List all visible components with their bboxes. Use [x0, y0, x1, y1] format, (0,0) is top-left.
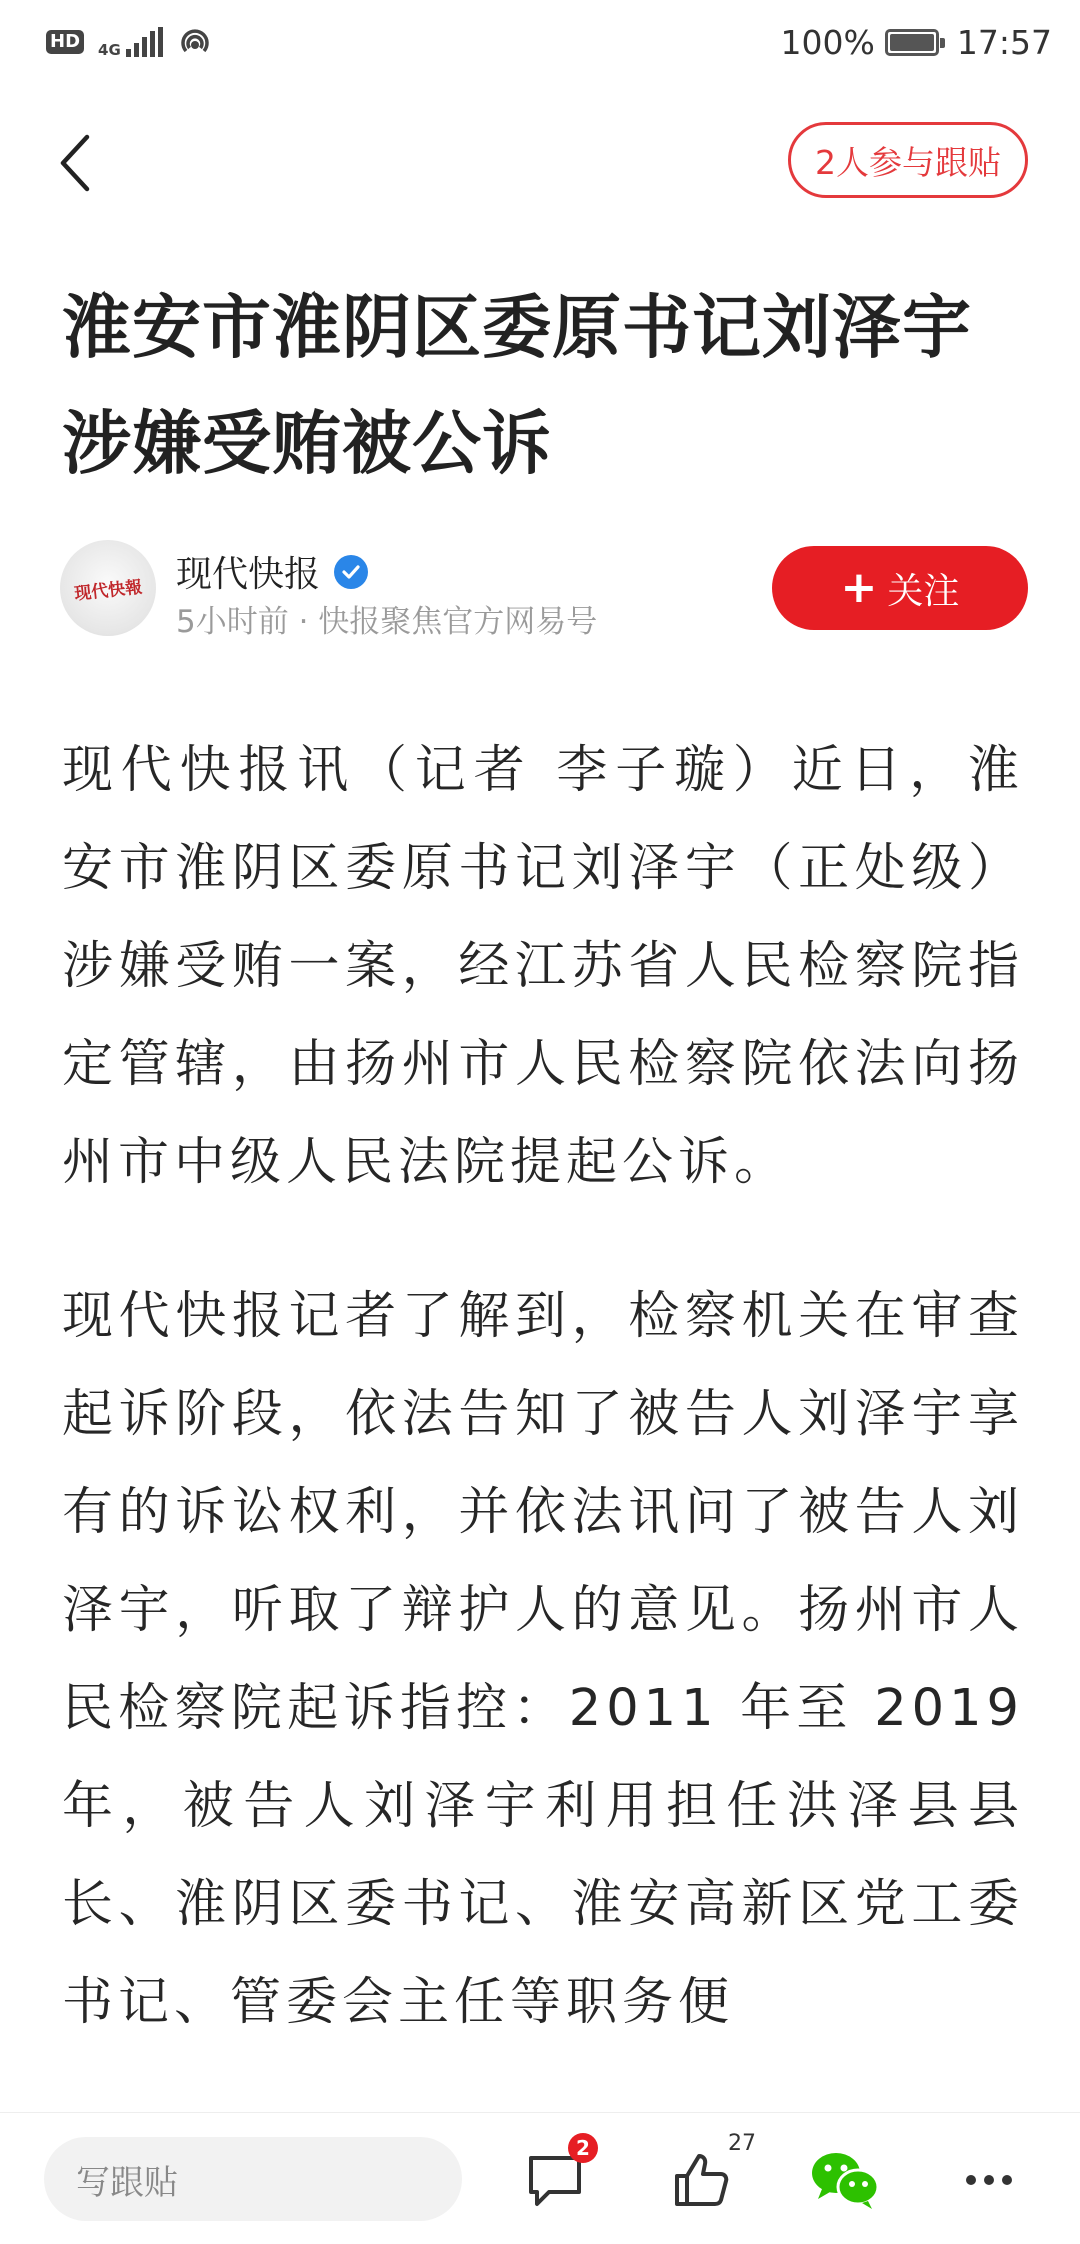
- battery-percent: 100%: [780, 22, 875, 62]
- network-signal-icon: [98, 27, 164, 57]
- author-name: 现代快报: [176, 554, 321, 595]
- more-button[interactable]: [944, 2135, 1034, 2225]
- battery-fill: [890, 34, 934, 51]
- wechat-icon: [808, 2149, 882, 2211]
- status-bar: [0, 0, 1080, 84]
- back-button[interactable]: [44, 128, 104, 198]
- article-body: [62, 722, 1024, 2120]
- subscribe-label: 关注: [887, 570, 960, 612]
- avatar-logo-text: 现代快報: [73, 576, 144, 604]
- network-type: 4G: [98, 41, 121, 59]
- more-dots-icon: [964, 2173, 1014, 2187]
- avatar[interactable]: [60, 540, 156, 636]
- status-right: [781, 23, 1052, 62]
- hd-badge: HD: [46, 30, 84, 54]
- hotspot-icon: [178, 25, 212, 59]
- like-button[interactable]: [656, 2131, 756, 2225]
- subscribe-button[interactable]: [772, 546, 1028, 630]
- article-title: 淮安市淮阴区委原书记刘泽宇涉嫌受贿被公诉: [62, 288, 972, 484]
- bottom-bar: [0, 2112, 1080, 2244]
- thumbs-up-icon: [671, 2150, 731, 2210]
- author-meta: 5小时前 · 快报聚焦官方网易号: [176, 604, 598, 640]
- top-nav: [0, 100, 1080, 220]
- author-name-row[interactable]: [176, 546, 368, 597]
- comment-count-badge: 2: [568, 2133, 598, 2163]
- signal-bars-icon: [124, 27, 164, 57]
- status-left: [46, 25, 212, 59]
- article-paragraph: 现代快报记者了解到，检察机关在审查起诉阶段，依法告知了被告人刘泽宇享有的诉讼权利，并依法讯问了被告人刘泽宇，听取了辩护人的意见。扬州市人民检察院起诉指控：2011 年至 2019 年，被告人刘泽宇利用担任洪泽县县长、淮阴区委书记、淮安高新区党工委书记、管委会主任等职务便: [62, 1287, 1024, 2032]
- like-count: 27: [728, 2131, 756, 2156]
- comment-input[interactable]: 写跟贴: [44, 2137, 462, 2221]
- comments-button[interactable]: [510, 2135, 600, 2225]
- clock: 17:57: [956, 22, 1052, 62]
- article-paragraph: 现代快报讯（记者 李子璇）近日，淮安市淮阴区委原书记刘泽宇（正处级）涉嫌受贿一案，经江苏省人民检察院指定管辖，由扬州市人民检察院依法向扬州市中级人民法院提起公诉。: [62, 741, 1024, 1192]
- author-row: [60, 540, 1028, 640]
- chevron-left-icon: [57, 133, 91, 193]
- wechat-share-button[interactable]: [800, 2135, 890, 2225]
- plus-icon: +: [840, 562, 878, 613]
- battery-icon: [885, 29, 939, 56]
- verified-check-icon: [334, 555, 368, 589]
- participants-button[interactable]: 2人参与跟贴: [788, 122, 1028, 198]
